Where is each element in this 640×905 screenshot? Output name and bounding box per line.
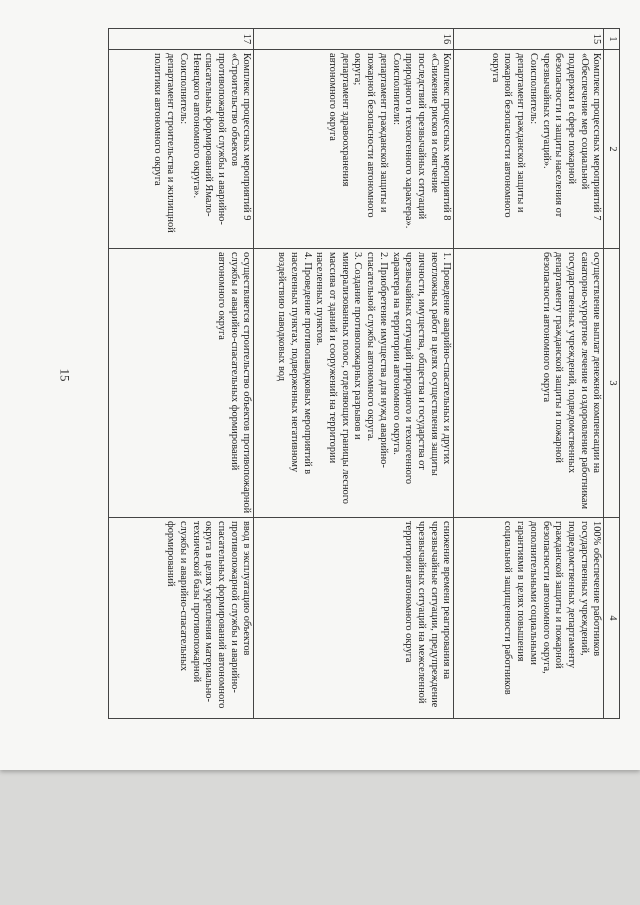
activity-line: департамент строительства и жилищной [165,53,177,233]
table-header-row [604,29,620,719]
task-cell: осуществляется строительство объектов противопожарной службы и аварийно-спасательных формирований автономного округа [109,249,254,518]
activity-line: спасательных формирований Ямало- [203,53,215,217]
activity-cell [254,50,454,249]
rotated-table-container [108,28,620,709]
task-item: 2. Приобретение имущества для нужд аварийно-спасательной службы автономного округа. [365,252,389,468]
result-cell: ввод в эксплуатацию объектов противопожарной службы и аварийно-спасательных формирований автономного округа в целях укрепления материально-технической базы противопожарной службы и аварийно-спасательных формирований [109,518,254,719]
task-item: 1. Проведение аварийно-спасательных и других неотложных работ в целях осуществления защиты личности, имущества, общества и государства от чрезвычайных ситуаций природного и техногенного характера на территории автономного округа. [390,252,453,485]
activity-line: Соисполнители: [390,53,402,126]
activity-line: «Строительство объектов [228,53,240,167]
activity-line: округа; [352,53,364,86]
task-item: 3. Создание противопожарных разрывов и минерализованных полос, отделяющих границы лесного массива от зданий и сооружений на территории населенных пунктов. [314,252,364,504]
header-col-4: 4 [604,518,620,719]
activity-line: поддержки в сфере пожарной [565,53,577,185]
activity-line: природного и техногенного характера». [403,53,415,229]
activity-line: Соисполнитель: [177,53,189,125]
activity-cell [454,50,604,249]
activity-line: пожарной безопасности автономного [365,53,377,218]
activity-line: Комплекс процессных мероприятий 7 [591,53,603,221]
activity-line: Ненецкого автономного округа». [190,53,202,199]
activity-line: округа [489,53,501,83]
table-row [254,29,454,719]
header-col-1: 1 [604,29,620,50]
activity-line: Комплекс процессных мероприятий 8 [441,53,453,221]
result-cell: 100% обеспечение работников государственных учреждений, подведомственных департаменту гражданской защиты и пожарной безопасности автономного округа, дополнительными социальными гарантиями в целях повышения социальной защищенности работников [454,518,604,719]
task-cell [254,249,454,518]
task-cell: осуществление выплат денежной компенсации на санаторно-курортное лечение и оздоровление работникам государственных учреждений, подведомственных департаменту гражданской защиты и пожарной безопасности автономного округа [454,249,604,518]
result-cell: снижение времени реагирования на чрезвычайные ситуации, предупреждение чрезвычайных ситуаций на межселенной территории автономного округа [254,518,454,719]
activity-line: противопожарной службы и аварийно- [215,53,227,225]
activity-line: последствий чрезвычайных ситуаций [415,53,427,220]
activity-line: департамент гражданской защиты и [377,53,389,213]
task-item: 4. Проведение противопаводковых мероприятий в населенных пунктах, подверженных негативному воздействию паводковых вод [276,252,313,475]
header-col-3: 3 [604,249,620,518]
row-number: 16 [254,29,454,50]
activity-line: безопасности и защиты населения от [553,53,565,218]
activity-line: пожарной безопасности автономного [502,53,514,218]
activity-line: автономного округа [327,53,339,141]
table-row [454,29,604,719]
row-number: 17 [109,29,254,50]
activity-line: департамент здравоохранения [339,53,351,187]
row-number: 15 [454,29,604,50]
activity-line: «Снижение рисков и смягчение [428,53,440,193]
header-col-2: 2 [604,50,620,249]
activity-cell [109,50,254,249]
activity-line: Комплекс процессных мероприятий 9 [241,53,253,221]
page-number: 15 [57,368,73,382]
activity-line: департамент гражданской защиты и [515,53,527,213]
table-row [109,29,254,719]
activity-line: политики автономного округа [152,53,164,186]
activity-line: «Обеспечение мер социальной [578,53,590,190]
activity-line: Соисполнитель: [527,53,539,125]
activity-line: чрезвычайных ситуаций». [540,53,552,169]
activities-table [108,28,620,719]
